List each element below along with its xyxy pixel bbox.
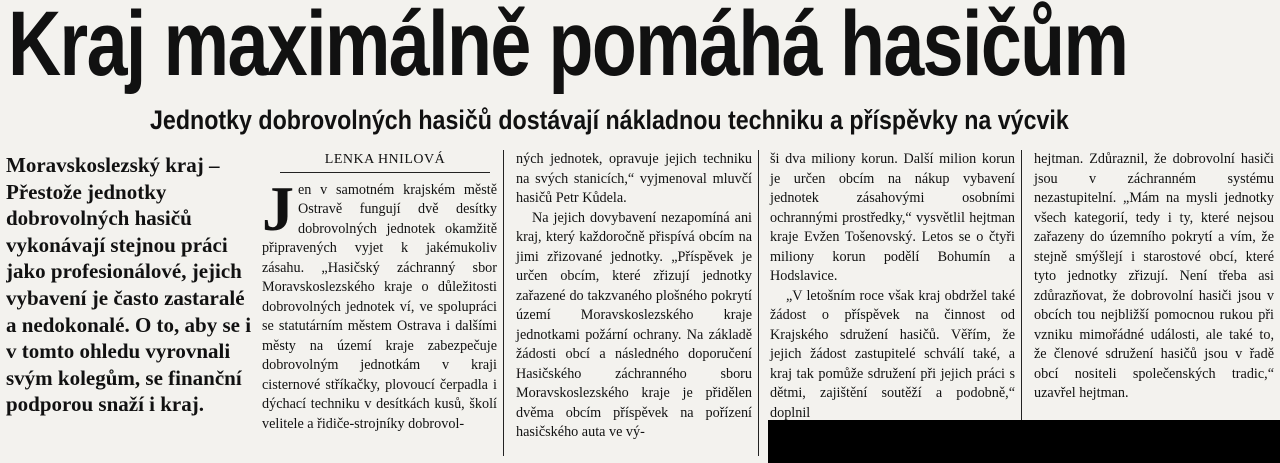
article-column-3 — [768, 150, 1022, 456]
paragraph — [262, 172, 497, 435]
paragraph: ných jednotek, opravuje jejich techniku na svých stanicích,“ vyjmenoval mluvčí hasičů Petr Kůdela. — [516, 151, 752, 206]
article-lede: Moravskoslezský kraj – Přestože jednotky dobrovolných hasičů vykonávají stejnou práci jako profesionálové, jejich vybavení je často zastaralé a nedokonalé. O to, aby se i v tomto ohledu vyrovnali svým kolegům, se finanční podporou snaží i kraj. — [6, 153, 252, 417]
article-column-4 — [1030, 150, 1274, 456]
article-subheadline: Jednotky dobrovolných hasičů dostávají nákladnou techniku a příspěvky na výcvik — [150, 105, 1069, 135]
byline: LENKA HNILOVÁ — [280, 150, 490, 173]
paragraph: „V letošním roce však kraj obdržel také žádost o příspěvek na činnost od Krajského sdružení hasičů. Věřím, že jejich žádost zastupitelé schválí také, a kraj tak pomůže sdružení při jejich práci s dětmi, zajištění soutěží a podobně,“ doplnil — [770, 287, 1015, 421]
article-column-1 — [262, 150, 504, 456]
paragraph: Na jejich dovybavení nezapomíná ani kraj, který každoročně přispívá obcím na jimi zřizované jednotky. „Příspěvek je určen obcím, které zřizují jednotky zařazené do takzvaného plošného pokrytí území Moravskoslezského kraje jednotkami požární ochrany. Na základě žádosti obcí a následného doporučení Hasičského záchranného sboru Moravskoslezského kraje je přidělen dvěma obcím příspěvek na pořízení hasičského auta ve vý- — [516, 209, 752, 440]
paragraph: ši dva miliony korun. Další milion korun je určen obcím na nákup vybavení jednotek zásahovými osobními ochrannými prostředky,“ vysvětlil hejtman kraje Evžen Tošenovský. Letos se o čtyři miliony korun podělí Bohumín a Hodslavice. — [770, 151, 1015, 284]
paragraph: hejtman. Zdůraznil, že dobrovolní hasiči jsou v záchranném systému nezastupitelní. „Mám na mysli jednotky všech kategorií, tedy i ty, které nejsou zařazeny do územního pokrytí a vím, že stejně smýšlejí i starostové obcí, které tyto jednotky zřizují. Není třeba asi zdůrazňovat, že dobrovolní hasiči jsou v obcích tou nejbližší pomocnou rukou při vzniku mimořádné události, ale také to, že členové sdružení hasičů jsou v řadě obcí nositeli společenských tradic,“ uzavřel hejtman. — [1034, 151, 1274, 401]
article-headline: Kraj maximálně pomáhá hasičům — [8, 0, 1128, 95]
paragraph-text: en v samotném krajském městě Ostravě fungují dvě desítky dobrovolných jednotek okamžitě připravených vyjet k jakémukoliv zásahu. „Hasičský záchranný sbor Moravskoslezského kraje o důležitosti dobrovolných jednotek ví, ve spolupráci se statutárním městem Ostrava i dalšími městy na území kraje zabezpečuje dobrovolným jednotkám v kraji cisternové stříkačky, plovoucí čerpadla i dýchací techniku v desítkách kusů, školí velitele a řidiče-strojníky dobrovol- — [262, 181, 497, 432]
article-column-2 — [514, 150, 759, 456]
scan-black-area — [768, 420, 1280, 463]
drop-cap: J — [262, 172, 294, 244]
